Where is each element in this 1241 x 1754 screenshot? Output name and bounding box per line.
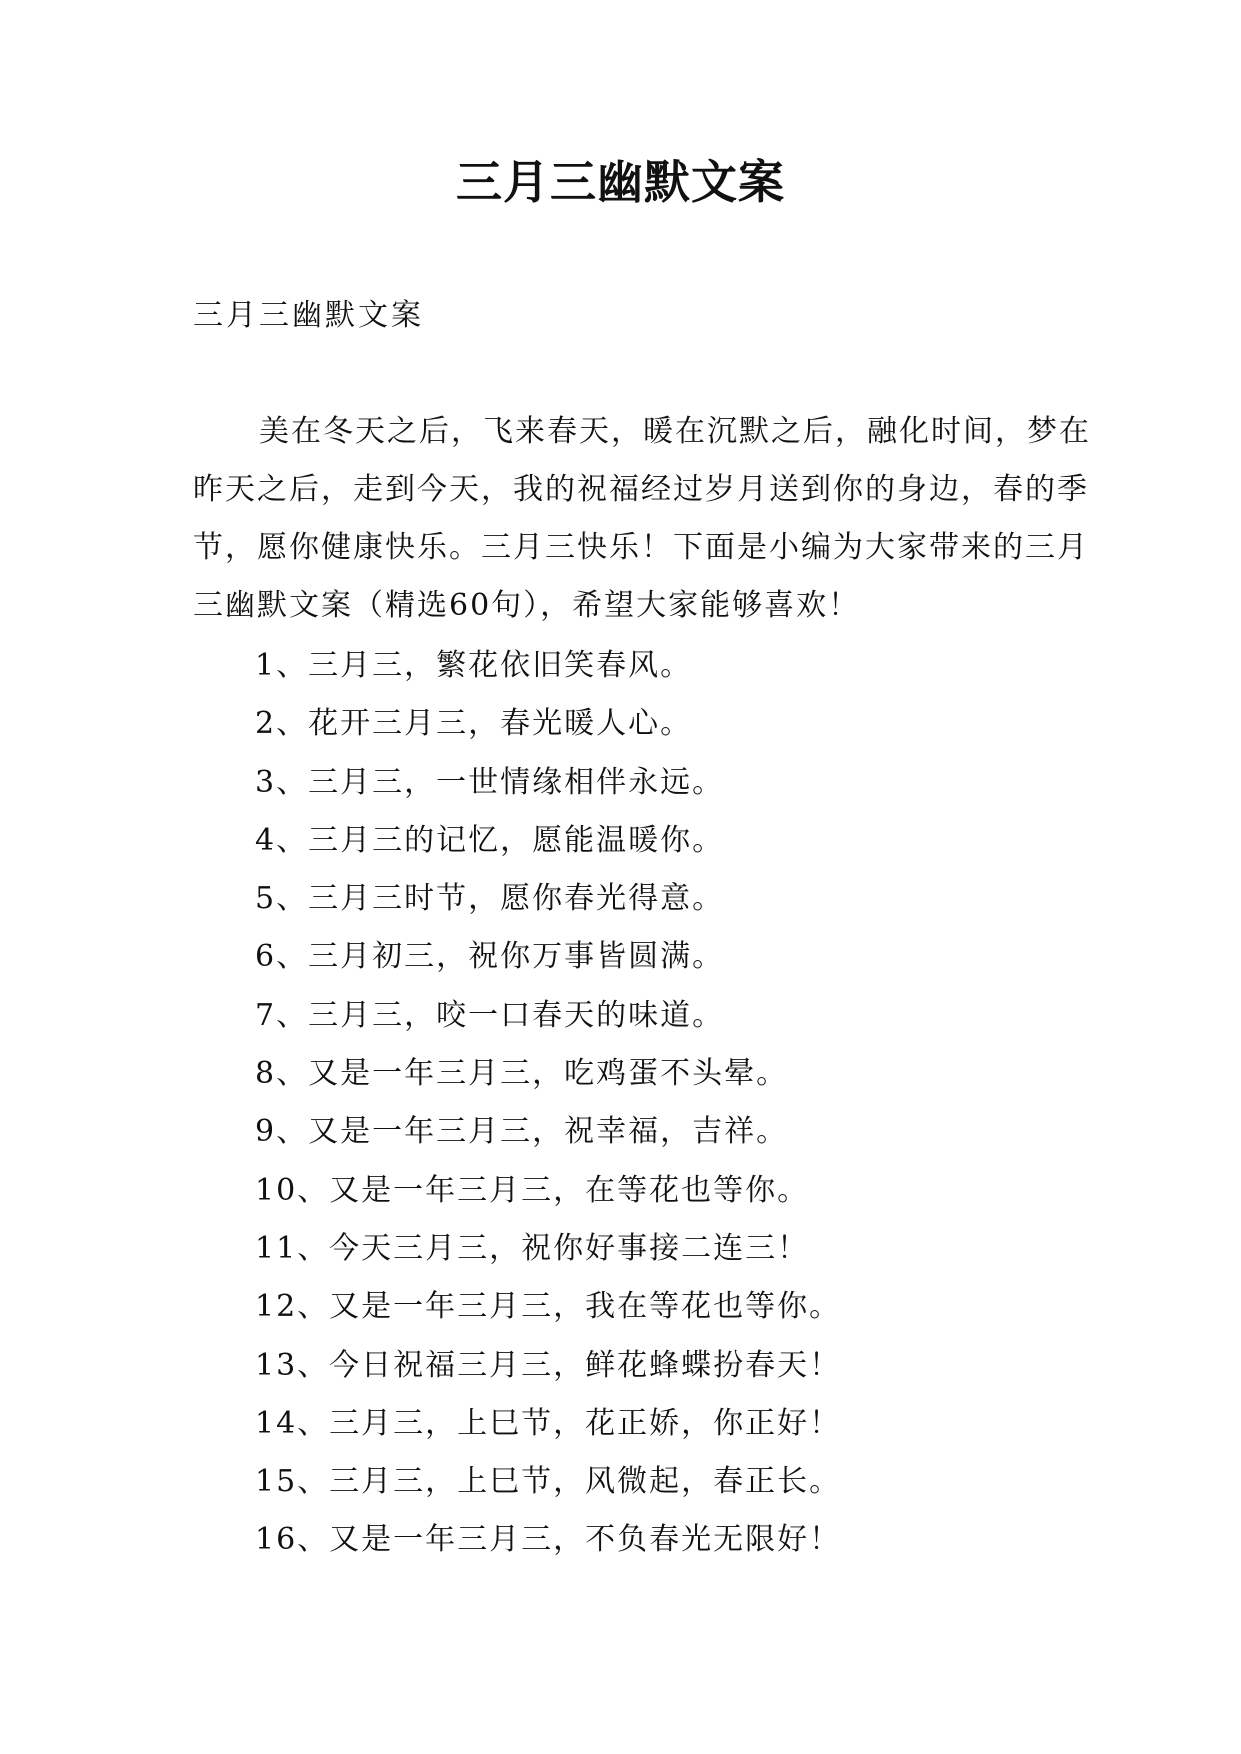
list-item: 5、三月三时节，愿你春光得意。 bbox=[255, 881, 725, 917]
list-item: 9、又是一年三月三，祝幸福，吉祥。 bbox=[255, 1114, 789, 1150]
list-item: 11、今天三月三，祝你好事接二连三！ bbox=[255, 1230, 810, 1266]
list-item: 16、又是一年三月三，不负春光无限好！ bbox=[255, 1522, 842, 1558]
intro-paragraph: 美在冬天之后，飞来春天，暖在沉默之后，融化时间，梦在昨天之后，走到今天，我的祝福经过岁月送到你的身边，春的季节，愿你健康快乐。三月三快乐！下面是小编为大家带来的三月三幽默文案（精选60句），希望大家能够喜欢！ bbox=[193, 414, 1091, 623]
page-title: 三月三幽默文案 bbox=[456, 155, 785, 209]
quote-list bbox=[255, 637, 841, 1570]
list-item: 7、三月三，咬一口春天的味道。 bbox=[255, 997, 725, 1033]
list-item: 3、三月三，一世情缘相伴永远。 bbox=[255, 764, 725, 800]
list-item: 10、又是一年三月三，在等花也等你。 bbox=[255, 1172, 810, 1208]
list-item: 2、花开三月三，春光暖人心。 bbox=[255, 706, 693, 742]
list-item: 1、三月三，繁花依旧笑春风。 bbox=[255, 648, 693, 683]
list-item: 6、三月初三，祝你万事皆圆满。 bbox=[255, 939, 725, 975]
list-item: 12、又是一年三月三，我在等花也等你。 bbox=[255, 1289, 842, 1325]
list-item: 8、又是一年三月三，吃鸡蛋不头晕。 bbox=[255, 1056, 789, 1092]
list-item: 14、三月三，上巳节，花正娇，你正好！ bbox=[255, 1405, 842, 1441]
list-item: 13、今日祝福三月三，鲜花蜂蝶扮春天！ bbox=[255, 1347, 842, 1383]
list-item: 4、三月三的记忆，愿能温暖你。 bbox=[255, 822, 725, 858]
section-heading: 三月三幽默文案 bbox=[193, 298, 424, 333]
list-item: 15、三月三，上巳节，风微起，春正长。 bbox=[255, 1464, 842, 1500]
